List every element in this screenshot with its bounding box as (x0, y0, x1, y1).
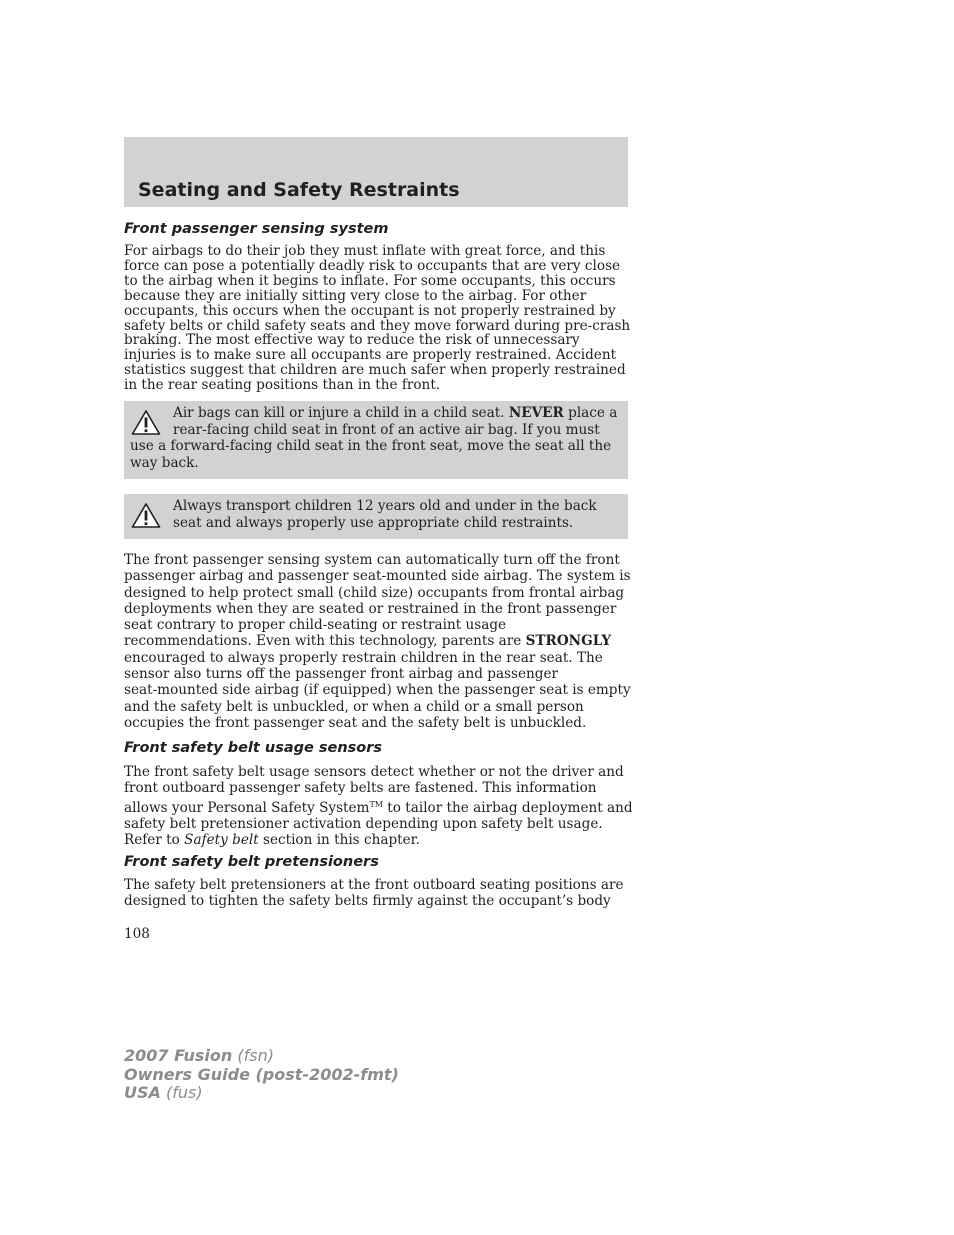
text-line: and the safety belt is unbuckled, or when a child or a small person (124, 698, 584, 715)
footer-model: 2007 Fusion (124, 1046, 233, 1065)
text-line: deployments when they are seated or restrained in the front passenger (124, 600, 617, 617)
paragraph-pretensioners (124, 877, 630, 910)
text-line: seat-mounted side airbag (if equipped) when the passenger seat is empty (124, 682, 631, 699)
heading-usage-sensors: Front safety belt usage sensors (124, 740, 383, 756)
warning-line: seat and always properly use appropriate child restraints. (173, 514, 574, 531)
text-line: safety belt pretensioner activation depending upon safety belt usage. (124, 815, 603, 832)
text-run: section in this chapter. (258, 832, 420, 849)
warning-text (130, 405, 622, 471)
text-line: seat contrary to proper child-seating or restraint usage (124, 617, 507, 634)
text-line: The front passenger sensing system can automatically turn off the front (124, 552, 620, 568)
paragraph-sensing-details (124, 552, 630, 731)
warning-line: rear-facing child seat in front of an active air bag. If you must (173, 421, 600, 438)
text-line: injuries is to make sure all occupants are properly restrained. Accident (124, 347, 617, 364)
page-title: Seating and Safety Restraints (138, 179, 460, 201)
footer-market: USA (124, 1083, 161, 1102)
text-run: recommendations. Even with this technology, parents are (124, 633, 526, 650)
cross-reference: Safety belt (184, 832, 259, 849)
footer-model-code: (fsn) (232, 1046, 274, 1065)
footer-guide: Owners Guide (post-2002-fmt) (124, 1064, 399, 1084)
text-line: because they are initially sitting very close to the airbag. For other (124, 287, 587, 304)
text-line: sensor also turns off the passenger front airbag and passenger (124, 666, 559, 683)
heading-sensing-system: Front passenger sensing system (124, 221, 389, 237)
text-line: braking. The most effective way to reduce the risk of unnecessary (124, 332, 580, 349)
warning-box-transport-children (124, 494, 628, 539)
text-line: statistics suggest that children are much safer when properly restrained (124, 362, 626, 379)
text-run: allows your Personal Safety System (124, 799, 370, 816)
text-line: designed to tighten the safety belts firmly against the occupant’s body (124, 893, 611, 910)
footer-market-code: (fus) (160, 1083, 203, 1102)
footer-doc-info (124, 1047, 399, 1103)
text-line: in the rear seating positions than in the front. (124, 377, 441, 394)
text-run: Refer to (124, 832, 185, 849)
text-line: The safety belt pretensioners at the front outboard seating positions are (124, 877, 624, 893)
text-line: to the airbag when it begins to inflate. For some occupants, this occurs (124, 272, 616, 289)
warning-box-child-seat (124, 401, 628, 479)
text-run: to tailor the airbag deployment and (382, 799, 633, 816)
paragraph-usage-sensors (124, 764, 633, 849)
text-line: occupies the front passenger seat and the safety belt is unbuckled. (124, 714, 587, 731)
page-number: 108 (124, 926, 150, 942)
warning-text-run: place a (563, 405, 618, 421)
text-line: occupants, this occurs when the occupant is not properly restrained by (124, 302, 616, 319)
warning-line: Always transport children 12 years old and under in the back (173, 498, 597, 514)
text-line: designed to help protect small (child size) occupants from frontal airbag (124, 584, 625, 601)
text-line: front outboard passenger safety belts are fastened. This information (124, 780, 597, 797)
warning-line: way back. (130, 454, 199, 471)
header-band (124, 137, 628, 207)
text-line: For airbags to do their job they must inflate with great force, and this (124, 243, 606, 259)
text-line: encouraged to always properly restrain children in the rear seat. The (124, 649, 603, 666)
text-line: The front safety belt usage sensors detect whether or not the driver and (124, 764, 624, 780)
paragraph-sensing-intro (124, 244, 630, 393)
trademark-mark: TM (369, 799, 383, 809)
text-line: safety belts or child safety seats and they move forward during pre-crash (124, 317, 631, 334)
warning-emphasis: NEVER (508, 405, 564, 421)
text-line: force can pose a potentially deadly risk to occupants that are very close (124, 257, 621, 274)
warning-text (130, 498, 622, 531)
warning-line: use a forward-facing child seat in the front seat, move the seat all the (130, 438, 612, 454)
heading-pretensioners: Front safety belt pretensioners (124, 854, 379, 870)
warning-text-run: Air bags can kill or injure a child in a child seat. (173, 405, 509, 421)
text-line: passenger airbag and passenger seat-mounted side airbag. The system is (124, 568, 631, 585)
text-emphasis: STRONGLY (525, 633, 612, 650)
